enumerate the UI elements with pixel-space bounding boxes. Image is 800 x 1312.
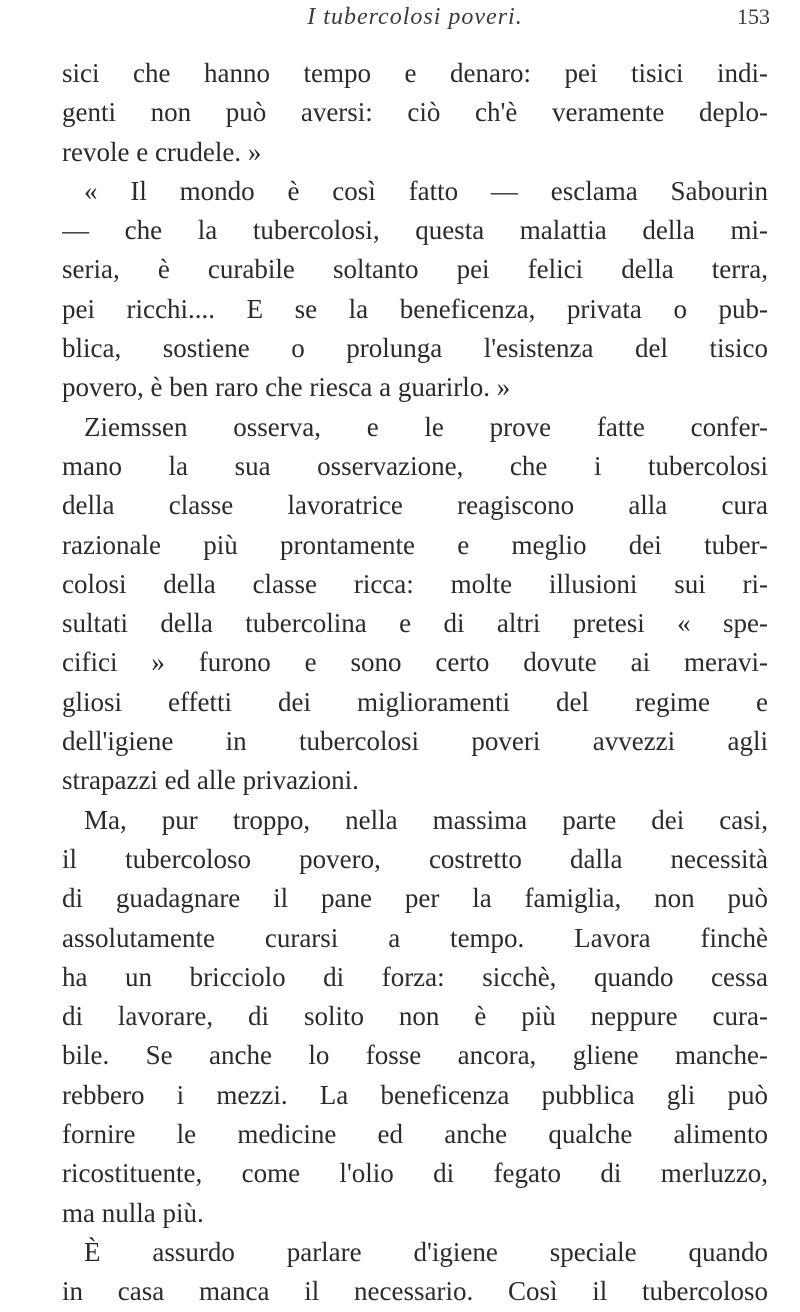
- text-line: revole e crudele. »: [62, 136, 262, 167]
- text-line: Ma, pur troppo, nella massima parte dei casi,: [84, 804, 768, 835]
- text-line: sultati della tubercolina e di altri pretesi « spe-: [62, 608, 768, 639]
- text-line: pei ricchi.... E se la beneficenza, privata o pub-: [62, 293, 768, 324]
- text-line: sici che hanno tempo e denaro: pei tisici indi-: [62, 58, 768, 88]
- running-title: I tubercolosi poveri.: [307, 4, 523, 30]
- text-line: È assurdo parlare d'igiene speciale quando: [84, 1236, 768, 1267]
- text-line: dell'igiene in tubercolosi poveri avvezzi agli: [62, 726, 768, 757]
- text-line: strapazzi ed alle privazioni.: [62, 765, 359, 796]
- text-line: rebbero i mezzi. La beneficenza pubblica gli può: [62, 1079, 768, 1110]
- text-line: il tubercoloso povero, costretto dalla necessità: [62, 843, 768, 874]
- text-line: razionale più prontamente e meglio dei tuber-: [62, 529, 768, 560]
- text-line: Ziemssen osserva, e le prove fatte confer-: [84, 411, 768, 442]
- text-line: « Il mondo è così fatto — esclama Sabourin: [84, 175, 768, 206]
- text-line: — che la tubercolosi, questa malattia della mi-: [62, 215, 768, 246]
- text-line: povero, è ben raro che riesca a guarirlo. »: [62, 372, 511, 403]
- text-line: seria, è curabile soltanto pei felici della terra,: [62, 254, 768, 285]
- text-line: fornire le medicine ed anche qualche alimento: [62, 1119, 768, 1150]
- running-head: [60, 4, 770, 44]
- text-line: blica, sostiene o prolunga l'esistenza del tisico: [62, 333, 768, 364]
- text-line: di lavorare, di solito non è più neppure cura-: [62, 1001, 768, 1032]
- text-line: di guadagnare il pane per la famiglia, non può: [62, 883, 768, 914]
- page-number: 153: [737, 4, 770, 29]
- text-line: assolutamente curarsi a tempo. Lavora finchè: [62, 922, 768, 953]
- text-line: ha un bricciolo di forza: sicchè, quando cessa: [62, 961, 768, 992]
- text-line: mano la sua osservazione, che i tubercolosi: [62, 450, 768, 481]
- text-line: ma nulla più.: [62, 1197, 204, 1228]
- text-line: della classe lavoratrice reagiscono alla cura: [62, 490, 768, 521]
- text-line: cifici » furono e sono certo dovute ai meravi-: [62, 647, 768, 678]
- text-line: gliosi effetti dei miglioramenti del regime e: [62, 686, 768, 717]
- text-line: bile. Se anche lo fosse ancora, gliene manche-: [62, 1040, 768, 1071]
- text-line: colosi della classe ricca: molte illusioni sui ri-: [62, 568, 768, 599]
- text-line: ricostituente, come l'olio di fegato di merluzzo,: [62, 1158, 768, 1189]
- text-line: genti non può aversi: ciò ch'è veramente deplo-: [62, 97, 768, 128]
- text-line: in casa manca il necessario. Così il tubercoloso: [62, 1276, 768, 1307]
- body-text: [62, 54, 768, 1312]
